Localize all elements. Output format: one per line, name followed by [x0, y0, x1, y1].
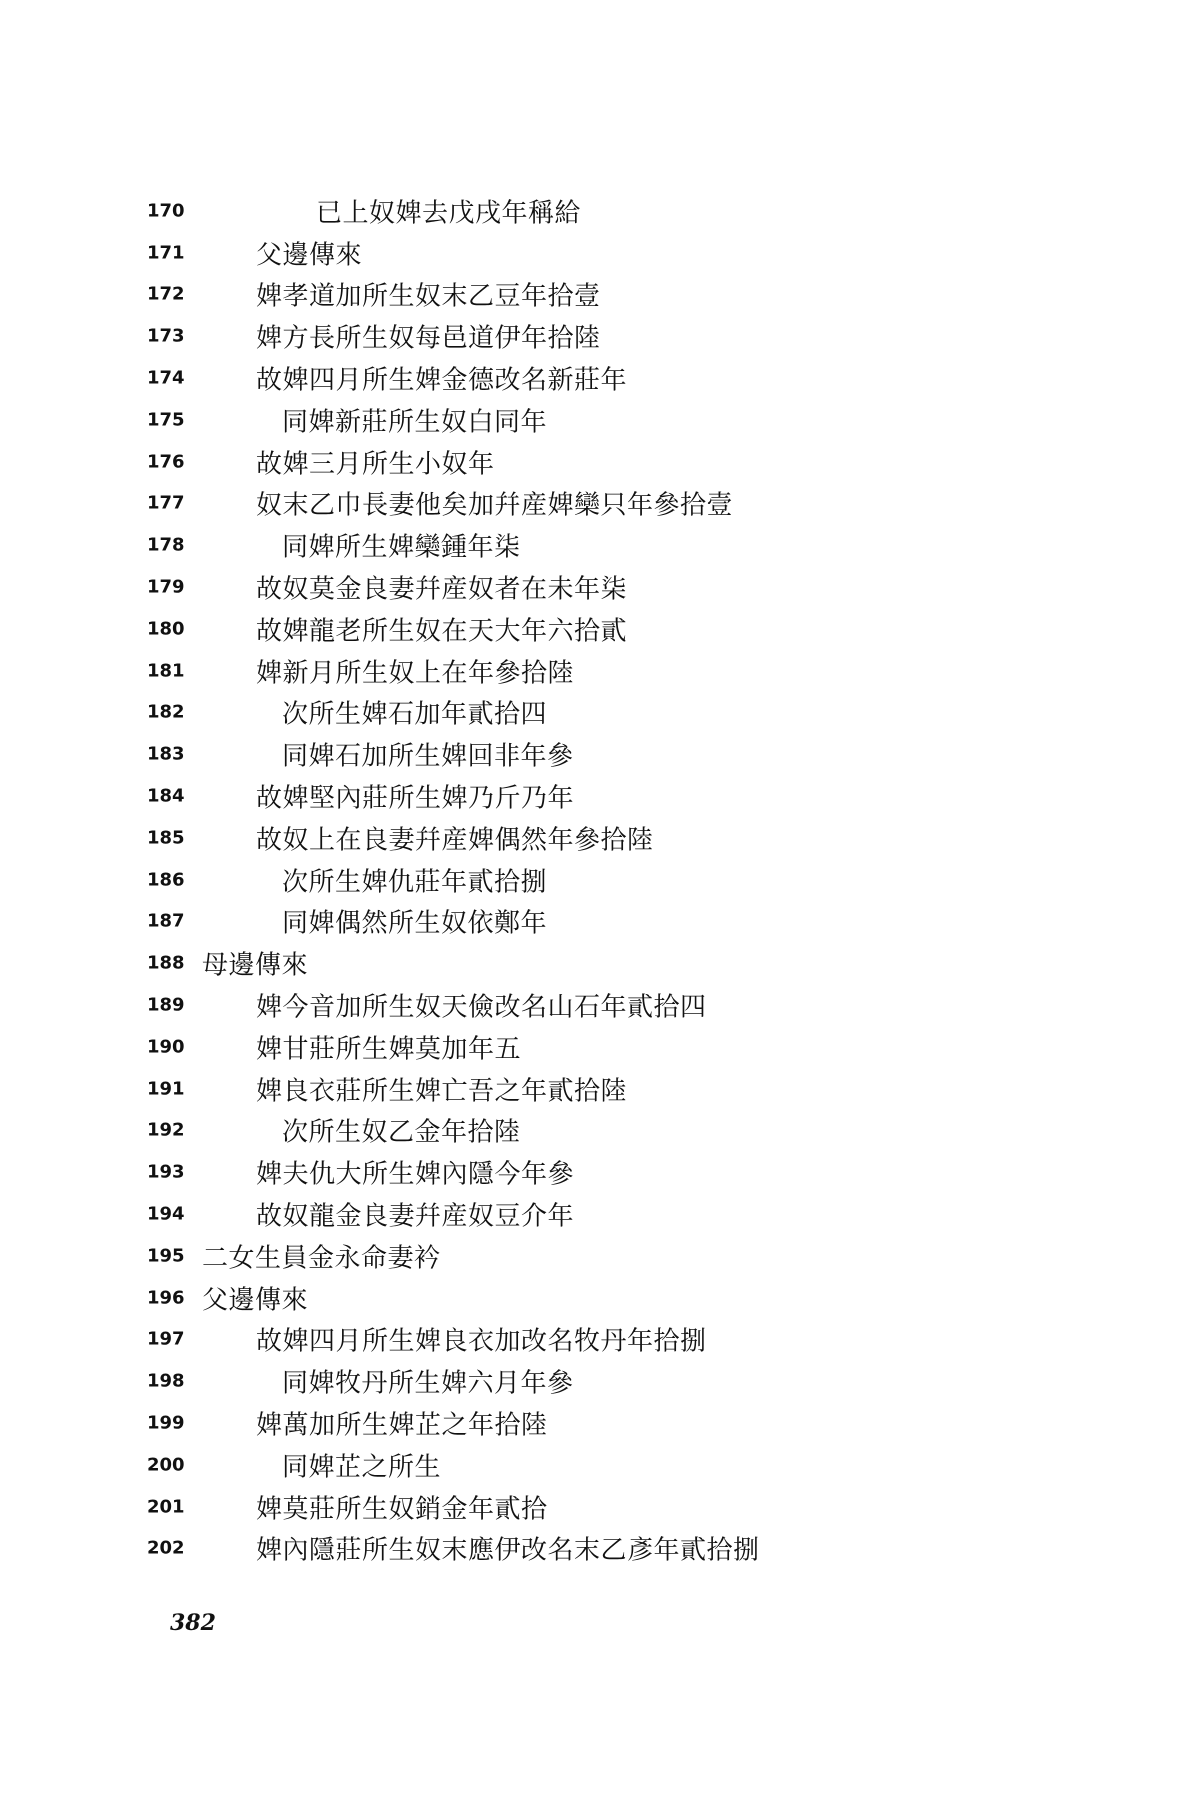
line-text: 故奴龍金良妻幷産奴豆介年	[256, 1201, 575, 1232]
line-text: 婢內隱莊所生奴末應伊改名末乙彥年貳拾捌	[256, 1535, 760, 1566]
line-number: 200	[147, 1454, 185, 1476]
line-text: 母邊傳來	[202, 950, 309, 981]
line-text: 婢孝道加所生奴末乙豆年拾壹	[256, 281, 601, 312]
register-line	[0, 733, 1200, 775]
line-number: 202	[147, 1537, 185, 1559]
line-text: 婢甘莊所生婢莫加年五	[256, 1034, 522, 1065]
page-number: 382	[170, 1610, 216, 1636]
line-text: 次所生婢仇莊年貳拾捌	[282, 867, 548, 898]
register-line	[0, 1277, 1200, 1319]
register-line	[0, 232, 1200, 274]
line-text: 同婢牧丹所生婢六月年參	[282, 1368, 574, 1399]
register-line	[0, 942, 1200, 984]
line-number: 175	[147, 409, 185, 431]
line-text: 已上奴婢去戊戌年稱給	[316, 198, 582, 229]
line-number: 195	[147, 1245, 185, 1267]
register-line	[0, 441, 1200, 483]
line-number: 198	[147, 1370, 185, 1392]
register-line	[0, 1402, 1200, 1444]
line-text: 二女生員金永命妻衿	[202, 1243, 441, 1274]
line-text: 婢方長所生奴每邑道伊年拾陸	[256, 323, 601, 354]
line-number: 182	[147, 701, 185, 723]
line-number: 187	[147, 910, 185, 932]
line-number: 188	[147, 952, 185, 974]
line-number: 173	[147, 325, 185, 347]
register-line	[0, 1486, 1200, 1528]
register-line	[0, 1193, 1200, 1235]
line-number: 170	[147, 200, 185, 222]
line-text: 同婢芷之所生	[282, 1452, 442, 1483]
line-number: 177	[147, 492, 185, 514]
line-number: 192	[147, 1119, 185, 1141]
register-lines	[0, 190, 1200, 1569]
register-line	[0, 190, 1200, 232]
line-number: 180	[147, 618, 185, 640]
register-line	[0, 817, 1200, 859]
line-text: 故婢龍老所生奴在天大年六拾貳	[256, 616, 628, 647]
register-line	[0, 1235, 1200, 1277]
register-line	[0, 399, 1200, 441]
register-line	[0, 1319, 1200, 1361]
register-line	[0, 1151, 1200, 1193]
line-number: 186	[147, 869, 185, 891]
line-text: 婢莫莊所生奴銷金年貳拾	[256, 1494, 548, 1525]
line-text: 故婢四月所生婢金德改名新莊年	[256, 365, 628, 396]
line-text: 奴末乙巾長妻他矣加幷産婢欒只年參拾壹	[256, 490, 734, 521]
line-number: 201	[147, 1496, 185, 1518]
line-number: 196	[147, 1287, 185, 1309]
line-number: 185	[147, 827, 185, 849]
line-number: 189	[147, 994, 185, 1016]
line-number: 190	[147, 1036, 185, 1058]
line-text: 故婢四月所生婢良衣加改名牧丹年拾捌	[256, 1326, 707, 1357]
register-line	[0, 859, 1200, 901]
line-text: 次所生奴乙金年拾陸	[282, 1117, 521, 1148]
line-text: 婢今音加所生奴天儉改名山石年貳拾四	[256, 992, 707, 1023]
line-text: 同婢所生婢欒鍾年柒	[282, 532, 521, 563]
line-text: 同婢石加所生婢回非年參	[282, 741, 574, 772]
register-line	[0, 1528, 1200, 1570]
register-line	[0, 1110, 1200, 1152]
line-number: 172	[147, 283, 185, 305]
line-number: 183	[147, 743, 185, 765]
line-number: 171	[147, 242, 185, 264]
line-number: 197	[147, 1328, 185, 1350]
register-line	[0, 775, 1200, 817]
line-text: 婢新月所生奴上在年參拾陸	[256, 658, 575, 689]
line-text: 父邊傳來	[256, 240, 363, 271]
line-text: 父邊傳來	[202, 1285, 309, 1316]
line-text: 同婢新莊所生奴白同年	[282, 407, 548, 438]
line-number: 193	[147, 1161, 185, 1183]
line-number: 176	[147, 451, 185, 473]
line-text: 次所生婢石加年貳拾四	[282, 699, 548, 730]
line-text: 故奴上在良妻幷産婢偶然年參拾陸	[256, 825, 654, 856]
line-text: 故婢三月所生小奴年	[256, 449, 495, 480]
register-line	[0, 524, 1200, 566]
line-text: 故婢堅內莊所生婢乃斤乃年	[256, 783, 575, 814]
line-number: 174	[147, 367, 185, 389]
register-line	[0, 274, 1200, 316]
register-line	[0, 483, 1200, 525]
line-number: 181	[147, 660, 185, 682]
line-text: 婢萬加所生婢芷之年拾陸	[256, 1410, 548, 1441]
line-number: 179	[147, 576, 185, 598]
line-number: 199	[147, 1412, 185, 1434]
register-line	[0, 357, 1200, 399]
register-line	[0, 901, 1200, 943]
register-line	[0, 1360, 1200, 1402]
line-number: 191	[147, 1078, 185, 1100]
line-text: 同婢偶然所生奴依鄭年	[282, 908, 548, 939]
register-line	[0, 1026, 1200, 1068]
register-line	[0, 1068, 1200, 1110]
line-text: 故奴莫金良妻幷産奴者在未年柒	[256, 574, 628, 605]
register-line	[0, 566, 1200, 608]
line-number: 178	[147, 534, 185, 556]
register-line	[0, 1444, 1200, 1486]
register-line	[0, 650, 1200, 692]
line-text: 婢夫仇大所生婢內隱今年參	[256, 1159, 575, 1190]
register-line	[0, 315, 1200, 357]
line-number: 184	[147, 785, 185, 807]
register-line	[0, 692, 1200, 734]
line-text: 婢良衣莊所生婢亡吾之年貳拾陸	[256, 1076, 628, 1107]
register-line	[0, 608, 1200, 650]
register-line	[0, 984, 1200, 1026]
line-number: 194	[147, 1203, 185, 1225]
